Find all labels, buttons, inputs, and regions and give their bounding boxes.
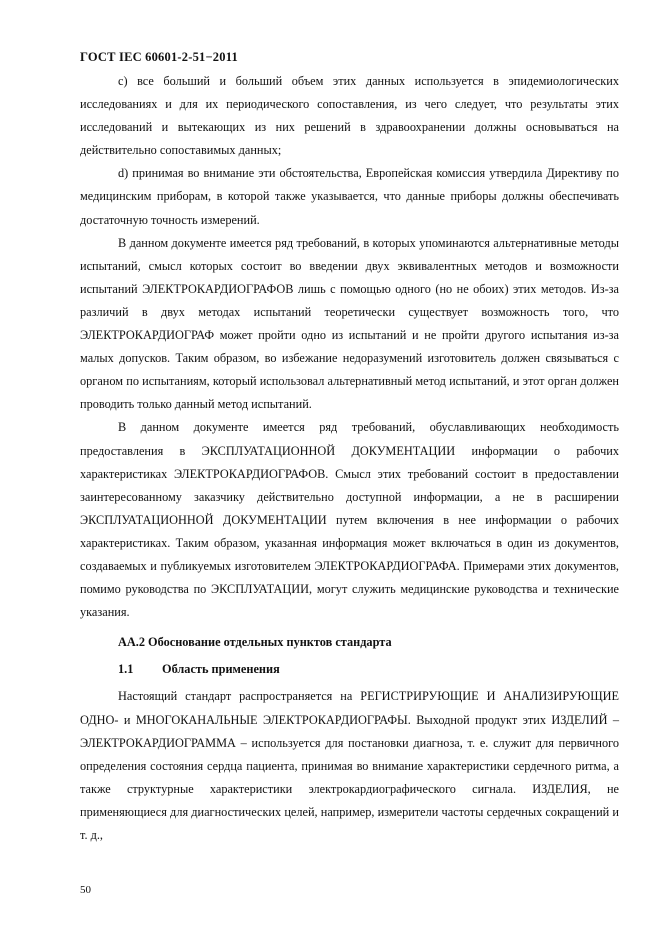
paragraph-scope: Настоящий стандарт распространяется на РЕГИСТРИРУЮЩИЕ И АНАЛИЗИРУЮЩИЕ ОДНО- и МНОГОКАНАЛЬНЫЕ ЭЛЕКТРОКАРДИОГРАФЫ. Выходной продукт этих ИЗДЕЛИЙ – ЭЛЕКТРОКАРДИОГРАММА – используется для постановки диагноза, т. е. служит для первичного определения состояния сердца пациента, принимая во внимание характеристики сердечного ритма, а также структурные характеристики электрокардиографического сигнала. ИЗДЕЛИЯ, не применяющиеся для диагностических целей, например, измерители частоты сердечных сокращений и т. д., [80, 689, 619, 842]
standard-title: ГОСТ IEC 60601-2-51−2011 [80, 50, 238, 64]
document-body [80, 70, 619, 847]
paragraph-alternative-methods: В данном документе имеется ряд требований, в которых упоминаются альтернативные методы испытаний, смысл которых состоит во введении двух эквивалентных методов и возможности испытаний ЭЛЕКТРОКАРДИОГРАФОВ лишь с помощью одного (но не обоих) этих методов. Из-за различий в двух методах испытаний теоретически существует возможность того, что ЭЛЕКТРОКАРДИОГРАФ может пройти одно из испытаний и не пройти другого испытания из-за малых допусков. Таким образом, во избежание недоразумений изготовитель должен связываться с органом по испытаниям, который использовал альтернативный метод испытаний, и этот орган должен проводить только данный метод испытаний. [80, 235, 619, 412]
subsection-number: 1.1 [118, 662, 134, 677]
paragraph-d: d) принимая во внимание эти обстоятельства, Европейская комиссия утвердила Директиву по медицинским приборам, в которой также указывается, что данные приборы должны обеспечивать достаточную точность измерений. [80, 166, 619, 227]
section-heading: АА.2 Обоснование отдельных пунктов стандарта [118, 635, 392, 650]
page-number: 50 [80, 884, 91, 896]
paragraph-c: c) все больший и больший объем этих данных используется в эпидемиологических исследованиях и для их периодического сопоставления, из чего следует, что результаты этих исследований и вытекающих из них решений в здравоохранении должны основываться на действительно сопоставимых данных; [80, 74, 619, 158]
subsection-title: Область применения [162, 662, 280, 677]
subsection-heading [80, 658, 619, 681]
paragraph-operational-documentation: В данном документе имеется ряд требований, обуславливающих необходимость предоставления в ЭКСПЛУАТАЦИОННОЙ ДОКУМЕНТАЦИИ информации о рабочих характеристиках ЭЛЕКТРОКАРДИОГРАФОВ. Смысл этих требований состоит в предоставлении заинтересованному заказчику действительно доступной информации, а не в расширении ЭКСПЛУАТАЦИОННОЙ ДОКУМЕНТАЦИИ путем включения в нее информации о рабочих характеристиках. Таким образом, указанная информация может включаться в один из документов, создаваемых и публикуемых изготовителем ЭЛЕКТРОКАРДИОГРАФА. Примерами этих документов, помимо руководства по ЭКСПЛУАТАЦИИ, могут служить медицинские руководства и технические указания. [80, 420, 619, 620]
